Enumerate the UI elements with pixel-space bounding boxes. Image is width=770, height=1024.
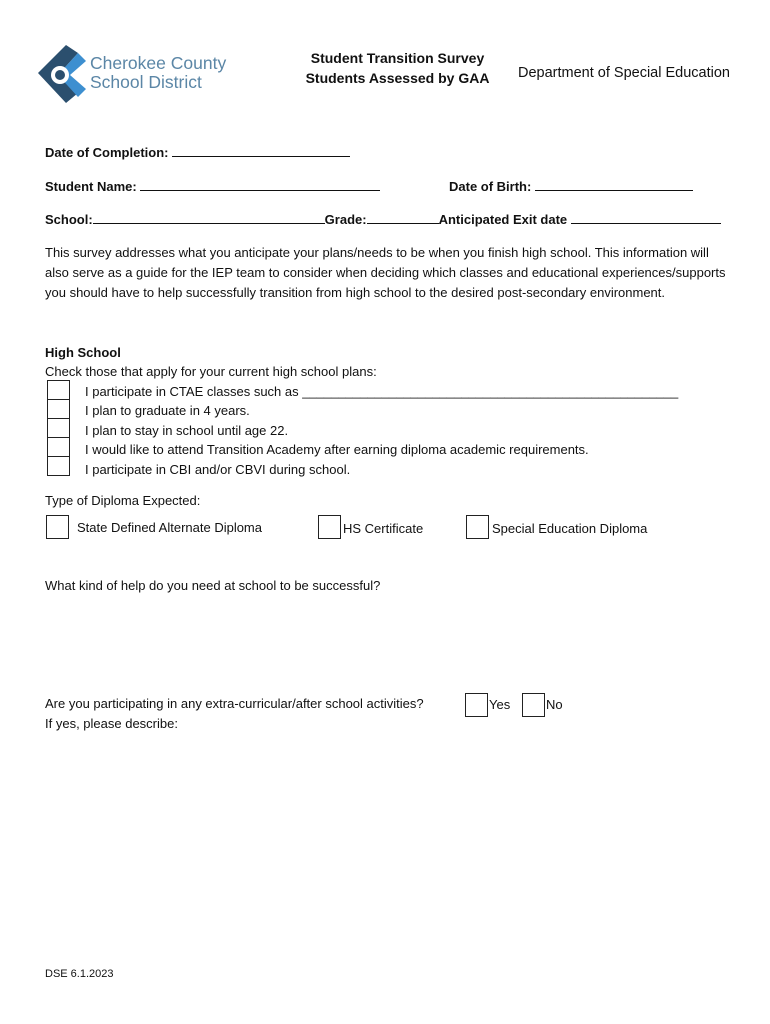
help-answer-area[interactable] — [45, 600, 735, 685]
date-completion-line[interactable] — [172, 144, 350, 157]
title-line-2: Students Assessed by GAA — [305, 70, 490, 86]
date-completion-field — [45, 144, 350, 160]
checkbox-yes[interactable] — [465, 693, 488, 717]
checkbox-graduate-4-years[interactable] — [47, 399, 70, 419]
student-name-label: Student Name: — [45, 179, 137, 194]
option-graduate-4-years: I plan to graduate in 4 years. — [85, 403, 250, 418]
grade-label: Grade: — [324, 212, 367, 227]
grade-line[interactable] — [367, 211, 439, 224]
school-line[interactable] — [93, 211, 325, 224]
checkbox-stay-until-22[interactable] — [47, 418, 70, 438]
date-completion-label: Date of Completion: — [45, 145, 169, 160]
student-name-line[interactable] — [140, 178, 380, 191]
intro-paragraph: This survey addresses what you anticipate your plans/needs to be when you finish high school. This information will also serve as a guide for the IEP team to consider when deciding which classes and educational experiences/supports you should have to help successfully transition from high school to the desired post-secondary environment. — [45, 245, 726, 300]
logo-line-1: Cherokee County — [90, 53, 227, 73]
checkbox-no[interactable] — [522, 693, 545, 717]
describe-label: If yes, please describe: — [45, 716, 178, 731]
checkbox-cbi-cbvi[interactable] — [47, 456, 70, 476]
option-cbi-cbvi: I participate in CBI and/or CBVI during school. — [85, 462, 351, 477]
logo-line-2: School District — [90, 72, 202, 92]
checkbox-transition-academy[interactable] — [47, 437, 70, 457]
option-transition-academy: I would like to attend Transition Academy after earning diploma academic requirements. — [85, 442, 589, 457]
title-line-1: Student Transition Survey — [310, 50, 485, 66]
exit-date-label: Anticipated Exit date — [438, 212, 568, 227]
help-question: What kind of help do you need at school to be successful? — [45, 578, 381, 593]
option-ctae: I participate in CTAE classes such as ____________________________________________________ — [85, 384, 679, 399]
option-stay-until-22: I plan to stay in school until age 22. — [85, 423, 289, 438]
option-special-ed-diploma: Special Education Diploma — [492, 521, 648, 536]
checkbox-special-ed-diploma[interactable] — [466, 515, 489, 539]
exit-date-line[interactable] — [571, 211, 721, 224]
survey-title — [300, 48, 495, 88]
school-field — [45, 211, 721, 227]
dob-label: Date of Birth: — [449, 179, 532, 194]
student-name-field — [45, 178, 380, 194]
logo-text — [90, 54, 226, 92]
checkbox-ctae[interactable] — [47, 380, 70, 400]
option-alternate-diploma: State Defined Alternate Diploma — [77, 520, 262, 535]
high-school-heading: High School — [45, 345, 121, 360]
school-label: School: — [45, 212, 93, 227]
no-label: No — [546, 697, 563, 712]
diploma-label: Type of Diploma Expected: — [45, 493, 201, 508]
dob-field — [449, 178, 693, 194]
activities-question: Are you participating in any extra-curricular/after school activities? — [45, 696, 424, 711]
checkbox-hs-certificate[interactable] — [318, 515, 341, 539]
department-name: Department of Special Education — [518, 65, 730, 81]
footer-code: DSE 6.1.2023 — [45, 968, 114, 980]
yes-label: Yes — [489, 697, 511, 712]
high-school-instruction: Check those that apply for your current high school plans: — [45, 364, 377, 379]
dob-line[interactable] — [535, 178, 693, 191]
option-hs-certificate: HS Certificate — [343, 521, 424, 536]
checkbox-alternate-diploma[interactable] — [46, 515, 69, 539]
describe-answer-area[interactable] — [45, 740, 735, 940]
